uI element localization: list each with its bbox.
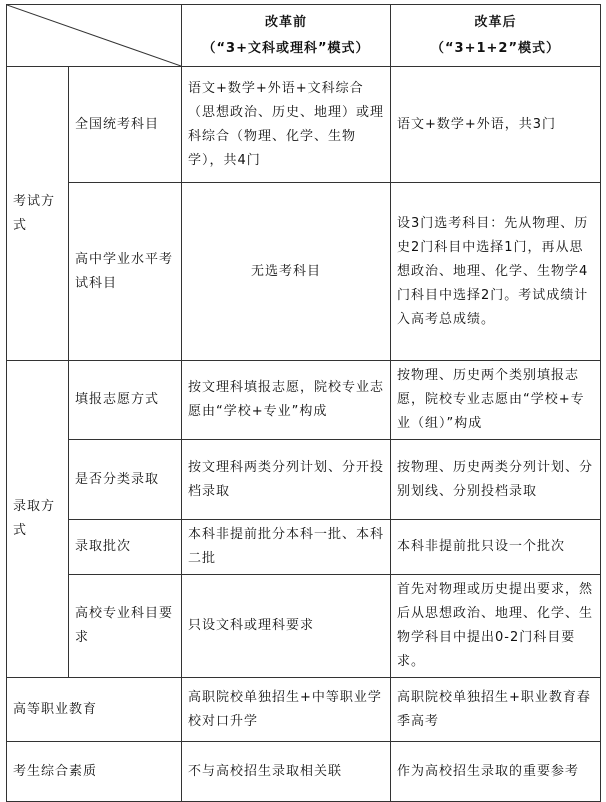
- before-cell: 按文理科两类分列计划、分开投档录取: [182, 440, 391, 520]
- header-row: [7, 5, 601, 67]
- row-subject: 录取批次: [69, 520, 182, 575]
- table-row: [7, 520, 601, 575]
- after-cell: 高职院校单独招生+职业教育春季高考: [391, 678, 601, 742]
- comparison-table: [6, 4, 601, 802]
- diagonal-line: [7, 5, 181, 66]
- after-cell: 设3门选考科目：先从物理、历史2门科目中选择1门，再从思想政治、地理、化学、生物学4门科目中选择2门。考试成绩计入高考总成绩。: [391, 183, 601, 361]
- before-cell: 不与高校招生录取相关联: [182, 742, 391, 802]
- before-mode: （“3+文科或理科”模式）: [202, 40, 370, 56]
- before-cell: 无选考科目: [182, 183, 391, 361]
- row-subject: 全国统考科目: [69, 67, 182, 183]
- after-cell: 按物理、历史两个类别填报志愿，院校专业志愿由“学校+专业（组）”构成: [391, 361, 601, 440]
- after-mode: （“3+1+2”模式）: [430, 40, 560, 56]
- before-header: [182, 5, 391, 67]
- admission-method-category: 录取方式: [7, 361, 69, 678]
- row-subject: 是否分类录取: [69, 440, 182, 520]
- table-row: [7, 183, 601, 361]
- table-row: [7, 678, 601, 742]
- before-cell: 本科非提前批分本科一批、本科二批: [182, 520, 391, 575]
- table-row: [7, 440, 601, 520]
- row-subject: 高等职业教育: [7, 678, 182, 742]
- after-cell: 按物理、历史两类分列计划、分别划线、分别投档录取: [391, 440, 601, 520]
- exam-method-category: 考试方式: [7, 67, 69, 361]
- row-subject: 填报志愿方式: [69, 361, 182, 440]
- row-subject: 考生综合素质: [7, 742, 182, 802]
- table-row: [7, 575, 601, 678]
- row-subject: 高中学业水平考试科目: [69, 183, 182, 361]
- row-subject: 高校专业科目要求: [69, 575, 182, 678]
- before-cell: 语文+数学+外语+文科综合（思想政治、历史、地理）或理科综合（物理、化学、生物学），共4门: [182, 67, 391, 183]
- after-cell: 首先对物理或历史提出要求，然后从思想政治、地理、化学、生物学科目中提出0-2门科目要求。: [391, 575, 601, 678]
- after-cell: 语文+数学+外语，共3门: [391, 67, 601, 183]
- after-cell: 本科非提前批只设一个批次: [391, 520, 601, 575]
- before-title: 改革前: [264, 14, 307, 30]
- table-row: [7, 361, 601, 440]
- after-cell: 作为高校招生录取的重要参考: [391, 742, 601, 802]
- before-cell: 只设文科或理科要求: [182, 575, 391, 678]
- before-cell: 高职院校单独招生+中等职业学校对口升学: [182, 678, 391, 742]
- table-row: [7, 742, 601, 802]
- before-cell: 按文理科填报志愿，院校专业志愿由“学校+专业”构成: [182, 361, 391, 440]
- after-title: 改革后: [474, 14, 517, 30]
- table-row: [7, 67, 601, 183]
- diagonal-corner-cell: [7, 5, 182, 67]
- after-header: [391, 5, 601, 67]
